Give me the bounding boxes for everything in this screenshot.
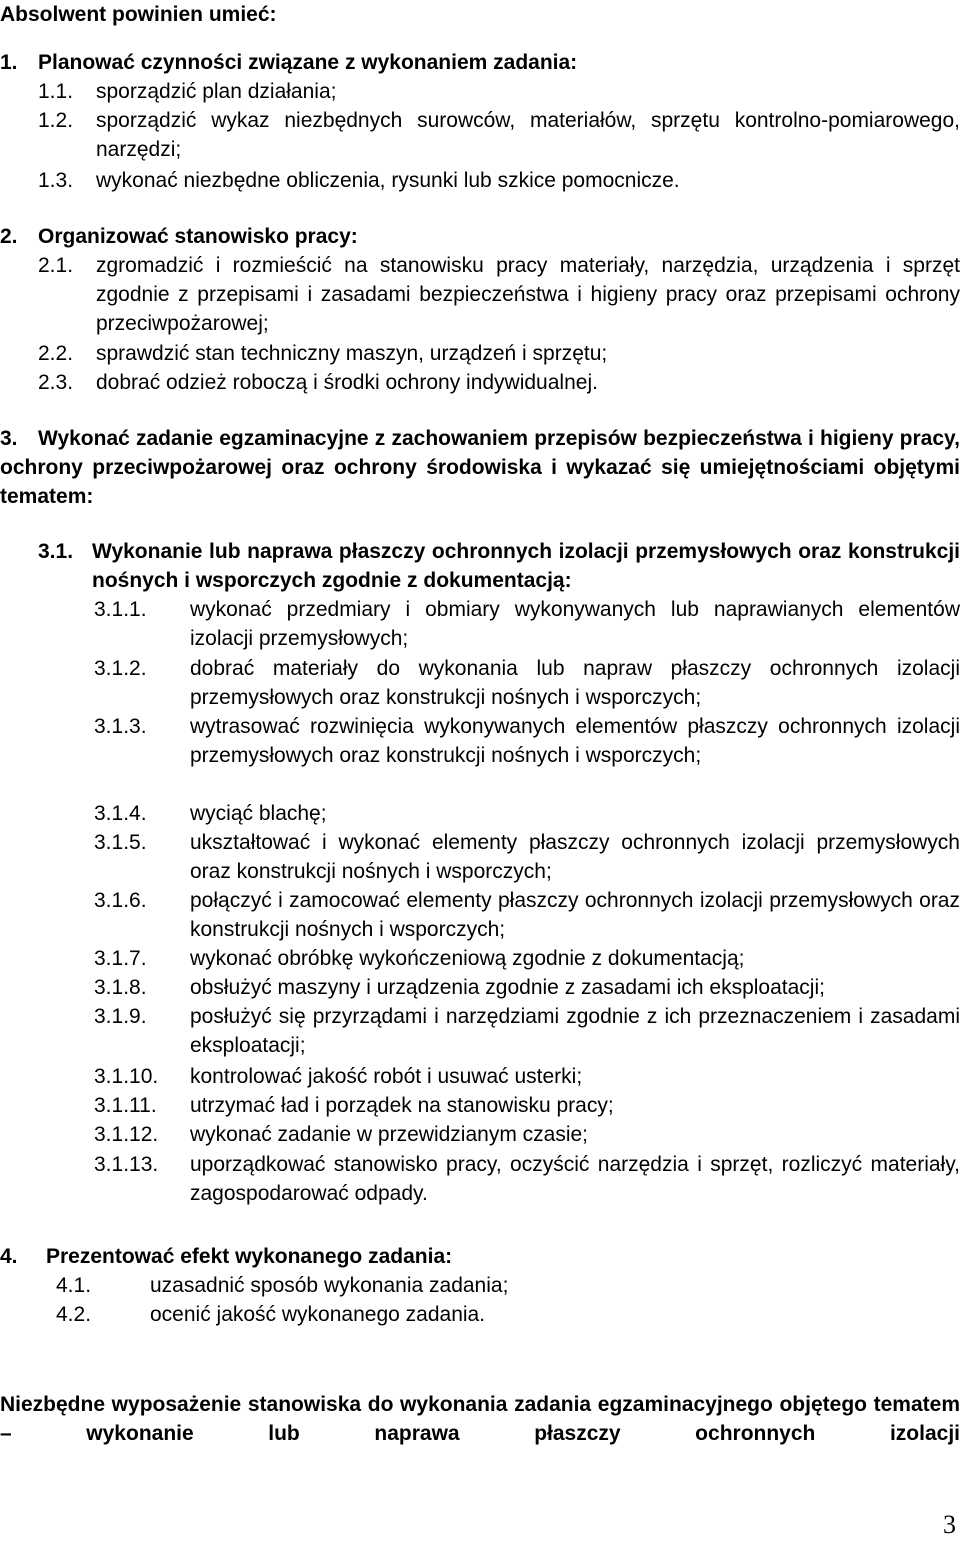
document-heading: Absolwent powinien umieć: <box>0 3 277 26</box>
list-item <box>94 944 960 973</box>
section-1-header <box>0 48 960 77</box>
subsection-3-1-header <box>38 537 960 595</box>
list-item <box>94 1120 960 1149</box>
item-text: dobrać odzież roboczą i środki ochrony indywidualnej. <box>96 371 598 394</box>
item-number: 4.1. <box>56 1274 92 1297</box>
item-number: 1.3. <box>38 169 74 192</box>
item-number: 3.1.1. <box>94 598 147 621</box>
item-text: sprawdzić stan techniczny maszyn, urządzeń i sprzętu; <box>96 342 608 365</box>
list-item <box>56 1271 960 1300</box>
subsection-number: 3.1. <box>38 540 74 563</box>
item-number: 3.1.2. <box>94 657 147 680</box>
list-item <box>94 1002 960 1060</box>
list-item <box>94 886 960 944</box>
section-4-header <box>0 1242 960 1271</box>
section-number: 2. <box>0 225 18 248</box>
item-number: 3.1.3. <box>94 715 147 738</box>
list-item <box>38 106 960 164</box>
item-number: 2.1. <box>38 254 74 277</box>
section-title: Wykonać zadanie egzaminacyjne z zachowaniem przepisów bezpieczeństwa i higieny pracy, ochrony przeciwpożarowej oraz ochrony środowiska i wykazać się umiejętnościami objętymi tematem: <box>0 427 960 508</box>
item-text: wytrasować rozwinięcia wykonywanych elementów płaszczy ochronnych izolacji przemysłowych oraz konstrukcji nośnych i wsporczych; <box>190 715 960 767</box>
item-text: połączyć i zamocować elementy płaszczy ochronnych izolacji przemysłowych oraz konstrukcji nośnych i wsporczych; <box>190 889 960 941</box>
item-number: 1.2. <box>38 109 74 132</box>
list-item <box>94 799 960 828</box>
list-item <box>38 251 960 338</box>
list-item <box>94 1150 960 1208</box>
item-number: 2.2. <box>38 342 74 365</box>
item-number: 2.3. <box>38 371 74 394</box>
item-number: 3.1.13. <box>94 1153 159 1176</box>
item-number: 3.1.10. <box>94 1065 159 1088</box>
section-number: 4. <box>0 1245 18 1268</box>
item-text: kontrolować jakość robót i usuwać usterki; <box>190 1065 583 1088</box>
list-item <box>38 339 960 368</box>
item-number: 4.2. <box>56 1303 92 1326</box>
list-item <box>38 368 960 397</box>
item-number: 3.1.5. <box>94 831 147 854</box>
item-number: 3.1.7. <box>94 947 147 970</box>
item-text: sporządzić wykaz niezbędnych surowców, materiałów, sprzętu kontrolno-pomiarowego, narzędzi; <box>96 109 960 161</box>
section-number: 1. <box>0 51 18 74</box>
item-text: zgromadzić i rozmieścić na stanowisku pracy materiały, narzędzia, urządzenia i sprzęt zgodnie z przepisami i zasadami bezpieczeństwa i higieny pracy oraz przepisami ochrony przeciwpożarowej; <box>96 254 960 335</box>
item-text: wykonać przedmiary i obmiary wykonywanych lub naprawianych elementów izolacji przemysłowych; <box>190 598 960 650</box>
list-item <box>94 828 960 886</box>
item-text: obsłużyć maszyny i urządzenia zgodnie z zasadami ich eksploatacji; <box>190 976 825 999</box>
section-title: Prezentować efekt wykonanego zadania: <box>46 1245 453 1268</box>
item-text: dobrać materiały do wykonania lub napraw płaszczy ochronnych izolacji przemysłowych oraz konstrukcji nośnych i wsporczych; <box>190 657 960 709</box>
section-3-header <box>0 424 960 511</box>
subsection-title: Wykonanie lub naprawa płaszczy ochronnych izolacji przemysłowych oraz konstrukcji nośnych i wsporczych zgodnie z dokumentacją: <box>92 540 960 592</box>
item-text: wyciąć blachę; <box>190 802 327 825</box>
item-number: 3.1.6. <box>94 889 147 912</box>
item-number: 1.1. <box>38 80 74 103</box>
list-item <box>94 595 960 653</box>
equipment-paragraph: Niezbędne wyposażenie stanowiska do wykonania zadania egzaminacyjnego objętego tematem – wykonanie lub naprawa płaszczy ochronnych izolacji <box>0 1393 960 1445</box>
item-text: ukształtować i wykonać elementy płaszczy ochronnych izolacji przemysłowych oraz konstrukcji nośnych i wsporczych; <box>190 831 960 883</box>
list-item <box>38 77 960 106</box>
list-item <box>38 166 960 195</box>
list-item <box>94 712 960 799</box>
list-item <box>94 1091 960 1120</box>
item-text: uporządkować stanowisko pracy, oczyścić narzędzia i sprzęt, rozliczyć materiały, zagospodarować odpady. <box>190 1153 960 1205</box>
item-text: ocenić jakość wykonanego zadania. <box>150 1303 486 1326</box>
section-title: Planować czynności związane z wykonaniem zadania: <box>38 51 578 74</box>
item-text: uzasadnić sposób wykonania zadania; <box>150 1274 509 1297</box>
item-number: 3.1.11. <box>94 1094 157 1117</box>
item-text: wykonać obróbkę wykończeniową zgodnie z dokumentacją; <box>190 947 745 970</box>
item-text: wykonać niezbędne obliczenia, rysunki lub szkice pomocnicze. <box>96 169 680 192</box>
item-text: utrzymać ład i porządek na stanowisku pracy; <box>190 1094 614 1117</box>
item-number: 3.1.12. <box>94 1123 159 1146</box>
item-number: 3.1.8. <box>94 976 147 999</box>
page-number: 3 <box>943 1510 956 1539</box>
item-number: 3.1.4. <box>94 802 147 825</box>
item-text: sporządzić plan działania; <box>96 80 337 103</box>
section-title: Organizować stanowisko pracy: <box>38 225 358 248</box>
list-item <box>56 1300 960 1329</box>
list-item <box>94 654 960 712</box>
section-2-header <box>0 222 960 251</box>
item-number: 3.1.9. <box>94 1005 147 1028</box>
list-item <box>94 973 960 1002</box>
section-number: 3. <box>0 427 18 450</box>
list-item <box>94 1062 960 1091</box>
item-text: posłużyć się przyrządami i narzędziami zgodnie z ich przeznaczeniem i zasadami eksploatacji; <box>190 1005 960 1057</box>
item-text: wykonać zadanie w przewidzianym czasie; <box>190 1123 589 1146</box>
